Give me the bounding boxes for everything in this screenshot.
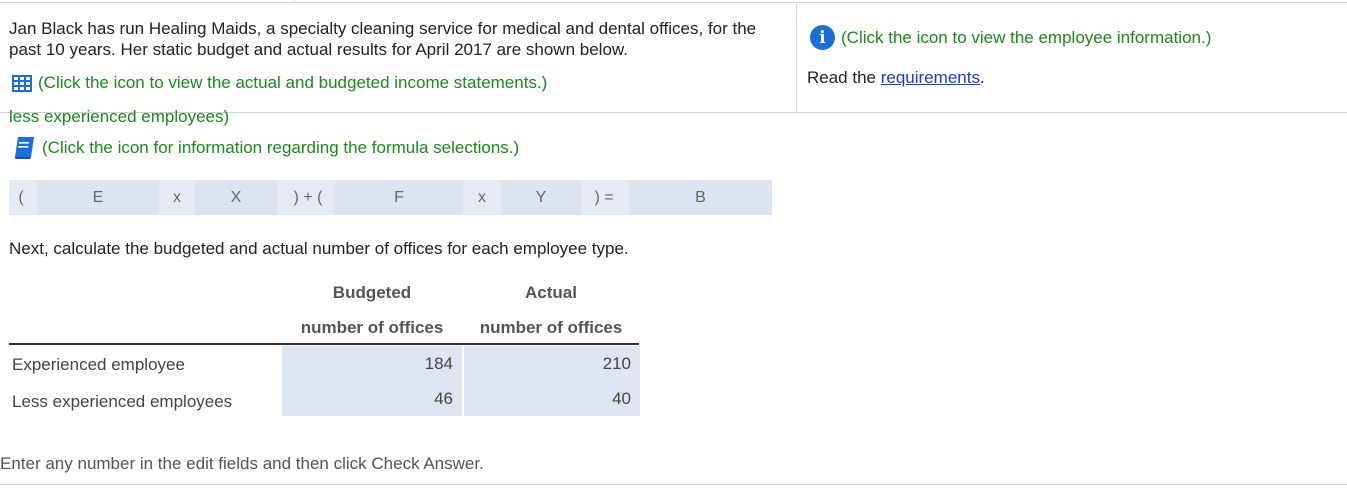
employee-info-link[interactable]	[810, 25, 1211, 50]
read-the-label: Read the	[807, 68, 876, 87]
formula-info-link[interactable]	[12, 135, 519, 160]
formula-equals: ) =	[594, 189, 614, 206]
instruction-text: Next, calculate the budgeted and actual number of offices for each employee type.	[9, 239, 629, 258]
income-statements-link[interactable]	[12, 73, 547, 93]
requirements-period: .	[979, 68, 985, 87]
formula-select-y[interactable]: Y	[501, 180, 581, 215]
formula-open-paren: (	[18, 189, 24, 206]
bottom-divider	[0, 484, 1347, 485]
info-icon[interactable]: i	[810, 25, 835, 50]
formula-times-2: x	[478, 189, 486, 206]
row-label-less-experienced: Less experienced employees	[12, 392, 233, 411]
budgeted-header-line1: Budgeted	[332, 283, 412, 302]
intro-paragraph: Jan Black has run Healing Maids, a specialty cleaning service for medical and dental offices, for the past 10 years. Her static budget and actual results for April 2017 are shown below.	[9, 19, 757, 59]
problem-intro-panel	[0, 3, 1347, 113]
table-header-rule	[9, 343, 639, 345]
formula-plus: ) + (	[293, 189, 323, 206]
formula-select-x[interactable]: X	[195, 180, 277, 215]
actual-header-line1: Actual	[525, 283, 577, 302]
table-grid-icon[interactable]	[12, 75, 32, 92]
formula-select-b[interactable]: B	[629, 180, 772, 215]
formula-info-link-label[interactable]: (Click the icon for information regarding the formula selections.)	[42, 137, 520, 157]
intro-left-column	[0, 3, 797, 112]
budgeted-offices-experienced-input[interactable]: 184	[282, 346, 462, 381]
actual-header-line2: number of offices	[479, 318, 623, 337]
budgeted-offices-less-experienced-input[interactable]: 46	[282, 381, 462, 416]
formula-select-f[interactable]: F	[335, 180, 463, 215]
formula-times-1: x	[173, 189, 181, 206]
book-icon[interactable]	[12, 135, 37, 160]
formula-select-e[interactable]: E	[37, 180, 159, 215]
employee-info-link-label[interactable]: (Click the icon to view the employee information.)	[841, 27, 1212, 47]
truncated-text: less experienced employees)	[9, 107, 230, 126]
requirements-line	[807, 68, 985, 88]
actual-offices-experienced-input[interactable]: 210	[464, 346, 640, 381]
row-label-experienced: Experienced employee	[12, 355, 185, 374]
actual-offices-less-experienced-input[interactable]: 40	[464, 381, 640, 416]
footer-instruction: Enter any number in the edit fields and then click Check Answer.	[0, 454, 484, 473]
requirements-link[interactable]: requirements	[880, 68, 980, 87]
budgeted-header-line2: number of offices	[300, 318, 444, 337]
income-statements-link-label[interactable]: (Click the icon to view the actual and budgeted income statements.)	[38, 73, 548, 92]
formula-row	[9, 180, 772, 215]
